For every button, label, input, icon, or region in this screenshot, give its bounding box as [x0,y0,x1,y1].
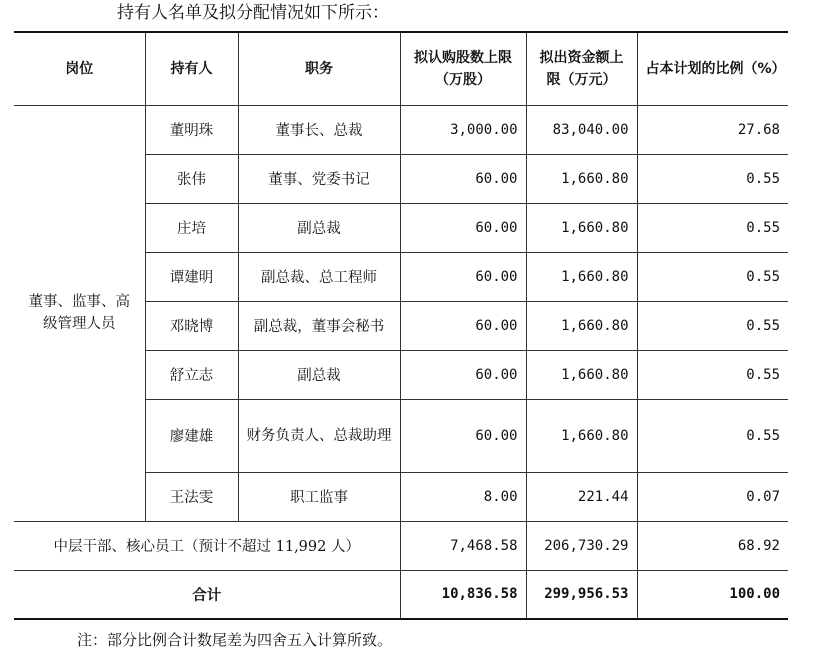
holder-role: 董事、党委书记 [238,154,400,203]
holder-name: 王法雯 [145,472,238,521]
middle-staff-ratio: 68.92 [637,521,788,570]
holder-shares: 60.00 [400,301,526,350]
middle-staff-funds: 206,730.29 [526,521,637,570]
holder-ratio: 0.55 [637,350,788,399]
holder-role: 副总裁 [238,350,400,399]
header-position: 岗位 [14,32,145,105]
holder-funds: 1,660.80 [526,350,637,399]
holder-shares: 60.00 [400,252,526,301]
holder-ratio: 0.55 [637,203,788,252]
holder-ratio: 27.68 [637,105,788,154]
holder-shares: 60.00 [400,399,526,472]
holder-role: 副总裁、总工程师 [238,252,400,301]
holder-funds: 83,040.00 [526,105,637,154]
holder-ratio: 0.55 [637,154,788,203]
total-row [14,570,788,619]
holder-name: 舒立志 [145,350,238,399]
holder-name: 庄培 [145,203,238,252]
holder-role: 职工监事 [238,472,400,521]
holder-shares: 8.00 [400,472,526,521]
holder-funds: 1,660.80 [526,154,637,203]
holder-shares: 60.00 [400,203,526,252]
holder-funds: 1,660.80 [526,203,637,252]
holder-name: 邓晓博 [145,301,238,350]
holder-shares: 3,000.00 [400,105,526,154]
holder-funds: 1,660.80 [526,301,637,350]
holder-ratio: 0.55 [637,252,788,301]
holder-role: 董事长、总裁 [238,105,400,154]
group-label-cell: 董事、监事、高级管理人员 [14,105,145,521]
holder-name: 廖建雄 [145,399,238,472]
holder-ratio: 0.07 [637,472,788,521]
middle-staff-row [14,521,788,570]
table-row [14,105,788,154]
holder-ratio: 0.55 [637,399,788,472]
holder-role: 副总裁，董事会秘书 [238,301,400,350]
header-ratio: 占本计划的比例（%） [637,32,788,105]
holder-ratio: 0.55 [637,301,788,350]
holder-funds: 221.44 [526,472,637,521]
holder-shares: 60.00 [400,350,526,399]
holder-allocation-table [14,31,788,620]
total-funds: 299,956.53 [526,570,637,619]
total-ratio: 100.00 [637,570,788,619]
footnote: 注：部分比例合计数尾差为四舍五入计算所致。 [77,631,393,649]
holder-role: 副总裁 [238,203,400,252]
holder-funds: 1,660.80 [526,252,637,301]
middle-staff-shares: 7,468.58 [400,521,526,570]
header-role: 职务 [238,32,400,105]
table-header-row [14,32,788,105]
middle-staff-label: 中层干部、核心员工（预计不超过 11,992 人） [14,521,400,570]
holder-name: 谭建明 [145,252,238,301]
header-funds: 拟出资金额上限（万元） [526,32,637,105]
holder-name: 张伟 [145,154,238,203]
header-shares: 拟认购股数上限（万股） [400,32,526,105]
total-label: 合计 [14,570,400,619]
intro-text: 持有人名单及拟分配情况如下所示： [117,3,389,23]
holder-name: 董明珠 [145,105,238,154]
holder-shares: 60.00 [400,154,526,203]
total-shares: 10,836.58 [400,570,526,619]
holder-role: 财务负责人、总裁助理 [238,399,400,472]
header-holder: 持有人 [145,32,238,105]
holder-funds: 1,660.80 [526,399,637,472]
